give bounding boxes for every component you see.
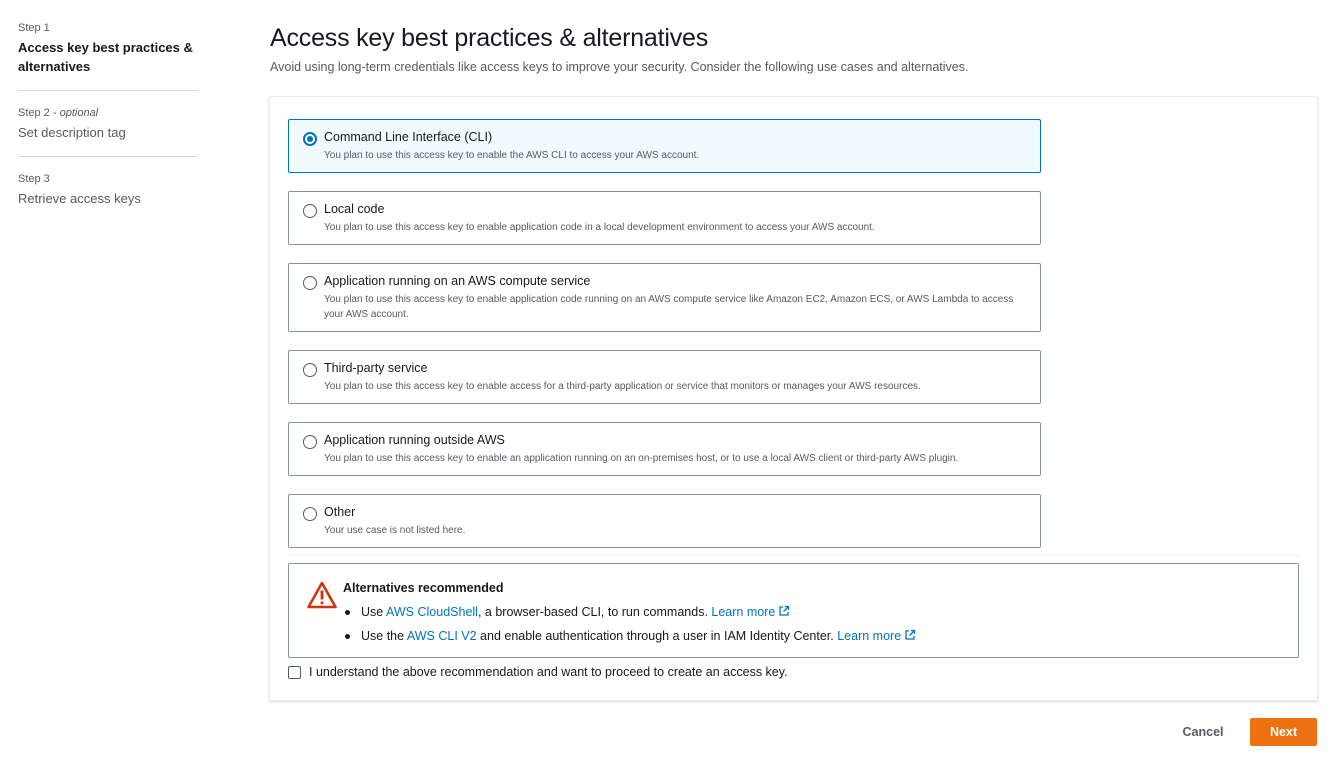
alert-title: Alternatives recommended: [343, 581, 504, 595]
external-link-icon: [778, 605, 790, 617]
learn-more-label-1: Learn more: [711, 605, 776, 619]
option-aws-compute[interactable]: [288, 263, 1041, 332]
radio-aws-compute[interactable]: [303, 276, 317, 290]
wizard-steps: [18, 20, 198, 222]
option-outside-aws-title: Application running outside AWS: [324, 433, 505, 447]
alert-item-2-prefix: Use the: [361, 629, 407, 643]
option-other[interactable]: [288, 494, 1041, 548]
divider: [288, 555, 1299, 556]
step-2-number: Step 2 - optional: [18, 107, 99, 119]
option-outside-aws[interactable]: [288, 422, 1041, 476]
step-2[interactable]: [18, 90, 198, 156]
option-third-party-description: You plan to use this access key to enable access for a third-party application or service that monitors or manages your AWS resources.: [324, 381, 921, 392]
use-case-panel: [269, 96, 1318, 701]
step-2-optional: optional: [59, 107, 99, 119]
step-3[interactable]: [18, 156, 198, 222]
next-button[interactable]: Next: [1250, 718, 1317, 746]
alert-item-cli-v2: [361, 624, 916, 648]
step-2-label: Set description tag: [18, 125, 126, 140]
alert-item-2-suffix: and enable authentication through a user in IAM Identity Center.: [476, 629, 838, 643]
step-3-label: Retrieve access keys: [18, 191, 141, 206]
confirm-checkbox[interactable]: [288, 666, 301, 679]
alert-item-cloudshell: [361, 600, 916, 624]
confirm-label: I understand the above recommendation and want to proceed to create an access key.: [309, 665, 788, 679]
option-local-code-title: Local code: [324, 202, 385, 216]
step-1-number: Step 1: [18, 22, 50, 34]
option-other-description: Your use case is not listed here.: [324, 525, 466, 536]
warning-icon: [307, 581, 337, 609]
option-outside-aws-description: You plan to use this access key to enable an application running on an on-premises host, or to use a local AWS client or third-party AWS plugin.: [324, 453, 959, 464]
cancel-button[interactable]: Cancel: [1166, 718, 1240, 746]
radio-other[interactable]: [303, 507, 317, 521]
learn-more-label-2: Learn more: [837, 629, 902, 643]
step-2-number-text: Step 2: [18, 107, 50, 119]
option-other-title: Other: [324, 505, 356, 519]
radio-third-party[interactable]: [303, 363, 317, 377]
step-3-number: Step 3: [18, 173, 50, 185]
confirm-recommendation[interactable]: [288, 665, 788, 679]
radio-local-code[interactable]: [303, 204, 317, 218]
option-local-code[interactable]: [288, 191, 1041, 245]
radio-outside-aws[interactable]: [303, 435, 317, 449]
alternatives-alert: [288, 563, 1299, 658]
learn-more-link-cli-v2[interactable]: [837, 629, 916, 643]
option-aws-compute-title: Application running on an AWS compute service: [324, 274, 591, 288]
option-cli-description: You plan to use this access key to enable the AWS CLI to access your AWS account.: [324, 150, 700, 161]
cloudshell-link[interactable]: AWS CloudShell: [386, 605, 478, 619]
option-third-party[interactable]: [288, 350, 1041, 404]
step-1-label: Access key best practices & alternatives: [18, 40, 193, 74]
option-cli-title: Command Line Interface (CLI): [324, 130, 493, 144]
alert-item-1-prefix: Use: [361, 605, 387, 619]
aws-cli-v2-link[interactable]: AWS CLI V2: [406, 629, 477, 643]
option-aws-compute-description: You plan to use this access key to enable application code running on an AWS compute service like Amazon EC2, Amazon ECS, or AWS Lambda to access your AWS account.: [324, 294, 1014, 320]
option-third-party-title: Third-party service: [324, 361, 428, 375]
external-link-icon: [904, 629, 916, 641]
alert-item-1-suffix: , a browser-based CLI, to run commands.: [477, 605, 712, 619]
step-1[interactable]: [18, 20, 198, 90]
option-local-code-description: You plan to use this access key to enable application code in a local development environment to access your AWS account.: [324, 222, 875, 233]
option-cli[interactable]: [288, 119, 1041, 173]
radio-cli[interactable]: [303, 132, 317, 146]
learn-more-link-cloudshell[interactable]: [711, 605, 790, 619]
page-title: Access key best practices & alternatives: [270, 24, 709, 52]
alert-list: [361, 600, 916, 648]
page-description: Avoid using long-term credentials like access keys to improve your security. Consider the following use cases and alternatives.: [270, 60, 969, 74]
